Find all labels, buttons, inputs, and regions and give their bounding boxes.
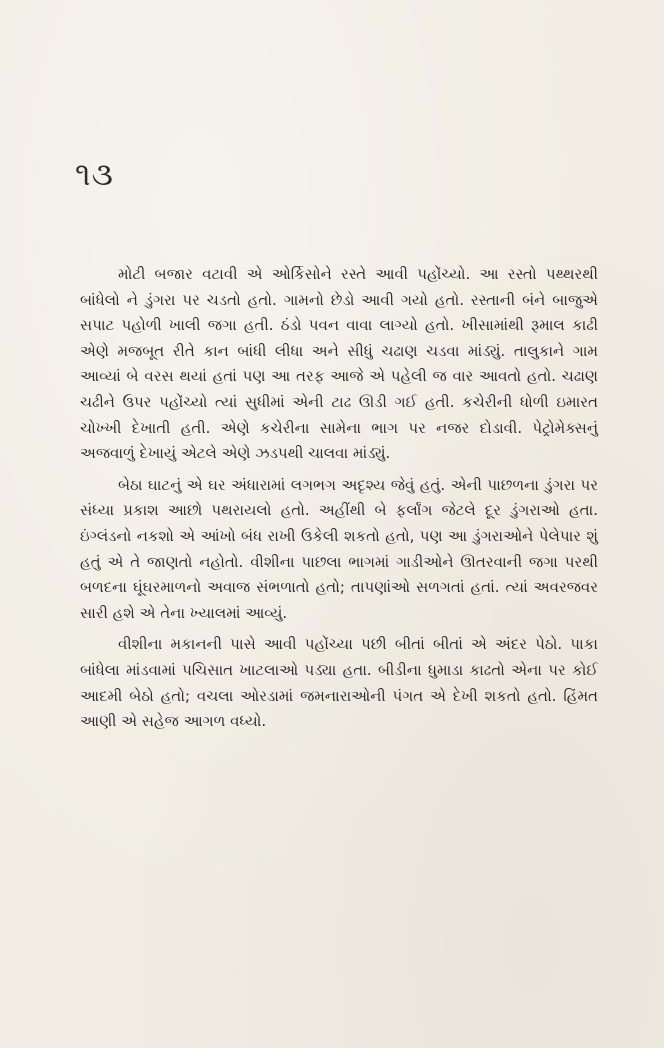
paragraph-2: બેઠા ઘાટનું એ ઘર અંધારામાં લગભગ અદૃશ્ય જેવું હતું. એની પાછળના ડુંગરા પર સંધ્યા પ્રકાશ આછો પથરાયલો હતો. અહીંથી બે ફર્લાંગ જેટલે દૂર ડુંગરાઓ હતા. ઇંગ્લંડનો નકશો એ આંખો બંધ રાખી ઉકેલી શકતો હતો, પણ આ ડુંગરાઓને પેલેપાર શું હતું એ તે જાણતો નહોતો. વીશીના પાછલા ભાગમાં ગાડીઓને ઊતરવાની જગા પરથી બળદના ઘૂંઘરમાળનો અવાજ સંભળાતો હતો; તાપણાંઓ સળગતાં હતાં. ત્યાં અવરજવર સારી હશે એ તેના ખ્યાલમાં આવ્યું. <box>80 475 598 622</box>
paragraph-3: વીશીના મકાનની પાસે આવી પહોંચ્યા પછી બીતાં બીતાં એ અંદર પેઠો. પાકા બાંધેલા માંડવામાં પચિસાત ખાટલાઓ પડ્યા હતા. બીડીના ધુમાડા કાઢતો એના પર કોઈ આદમી બેઠો હતો; વચલા ઓરડામાં જમનારાઓની પંગત એ દેખી શકતો હતો. હિંમત આણી એ સહેજ આગળ વધ્યો. <box>80 635 598 731</box>
chapter-number: ૧૩ <box>75 155 114 193</box>
chapter-body <box>80 262 598 735</box>
paragraph-1: મોટી બજાર વટાવી એ ઓર્કિસોને રસ્તે આવી પહોંચ્યો. આ રસ્તો પથ્થરથી બાંધેલો ને ડુંગરા પર ચડતો હતો. ગામનો છેડો આવી ગયો હતો. રસ્તાની બંને બાજુએ સપાટ પહોળી ખાલી જગા હતી. ઠંડો પવન વાવા લાગ્યો હતો. ખીસામાંથી રૂમાલ કાઢી એણે મજબૂત રીતે કાન બાંધી લીધા અને સીધું ચઢાણ ચડવા માંડ્યું. તાલુકાને ગામ આવ્યાં બે વરસ થયાં હતાં પણ આ તરફ આજે એ પહેલી જ વાર આવતો હતો. ચઢાણ ચઢીને ઉપર પહોંચ્યો ત્યાં સુધીમાં એની ટાઢ ઊડી ગઈ હતી. કચેરીની ધોળી ઇમારત ચોખ્ખી દેખાતી હતી. એણે કચેરીના સામેના ભાગ પર નજર દોડાવી. પેટ્રોમેક્સનું અજવાળું દેખાયું એટલે એણે ઝડપથી ચાલવા માંડ્યું. <box>80 265 598 463</box>
